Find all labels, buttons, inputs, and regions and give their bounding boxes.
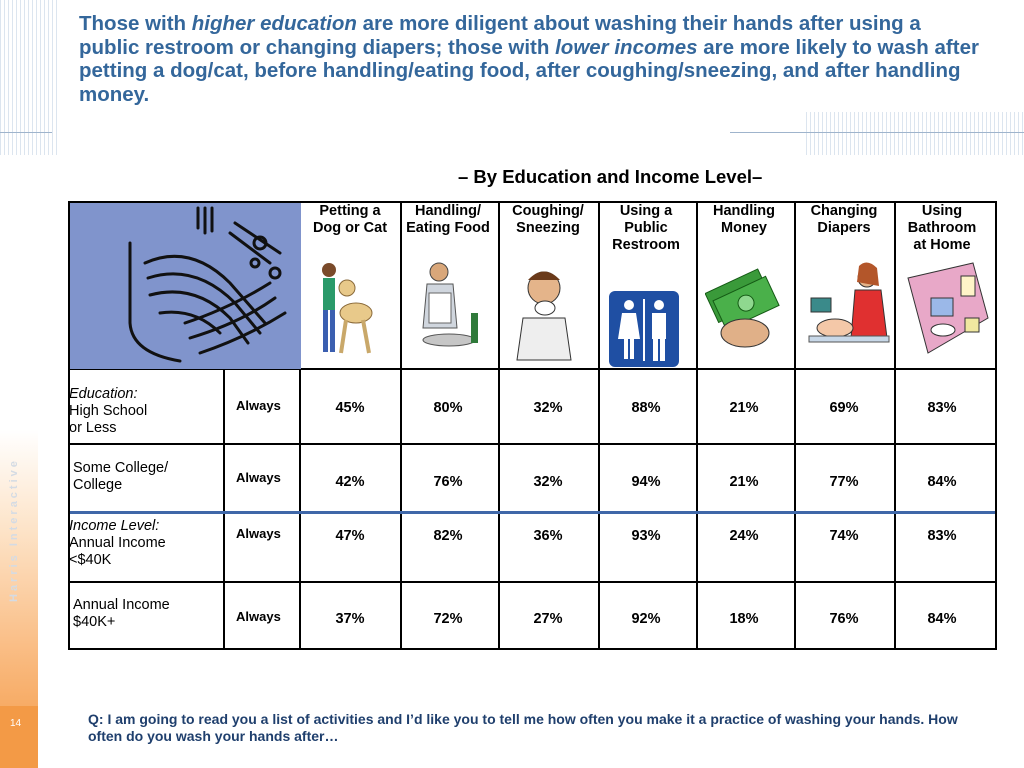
table-subtitle: – By Education and Income Level– bbox=[458, 166, 763, 187]
column-header-line: Handling/ bbox=[414, 203, 482, 219]
value-cell: 24% bbox=[729, 528, 759, 544]
value-cell: 84% bbox=[927, 474, 957, 490]
row-label-line: Annual Income bbox=[69, 535, 166, 551]
bathroom-icon bbox=[903, 258, 993, 368]
column-header-line: Using bbox=[921, 203, 963, 219]
row-label-line: $40K+ bbox=[73, 614, 116, 630]
row-label bbox=[73, 460, 168, 494]
column-header-line: Diapers bbox=[817, 220, 871, 236]
column-header-line: Handling bbox=[712, 203, 776, 219]
frequency-label: Always bbox=[236, 470, 281, 485]
row-label-line: Some College/ bbox=[73, 460, 169, 476]
survey-question: Q: I am going to read you a list of activities and I’d like you to tell me how often you make it a practice of washing your hands. How often do you wash your hands after… bbox=[88, 711, 958, 744]
title-emphasis: lower incomes bbox=[555, 35, 698, 59]
column-header bbox=[499, 203, 597, 237]
column-header bbox=[301, 203, 399, 237]
section-label: Education: bbox=[69, 386, 138, 402]
title-part: are more diligent about washing their hands after using a public restroom or changing diapers; those with bbox=[79, 12, 921, 59]
value-cell: 76% bbox=[433, 474, 463, 490]
value-cell: 21% bbox=[729, 400, 759, 416]
value-cell: 84% bbox=[927, 611, 957, 627]
row-label bbox=[73, 597, 170, 631]
value-cell: 94% bbox=[631, 474, 661, 490]
value-cell: 72% bbox=[433, 611, 463, 627]
value-cell: 74% bbox=[829, 528, 859, 544]
column-header bbox=[399, 203, 497, 237]
value-cell: 18% bbox=[729, 611, 759, 627]
value-cell: 83% bbox=[927, 400, 957, 416]
slide-title bbox=[79, 12, 979, 106]
column-header-line: Eating Food bbox=[406, 220, 490, 236]
frequency-label: Always bbox=[236, 526, 281, 541]
sidebar-brand: Harris Interactive bbox=[8, 458, 20, 602]
title-emphasis: higher education bbox=[191, 12, 357, 35]
row-label bbox=[69, 386, 147, 437]
column-header-line: Public bbox=[624, 220, 668, 236]
value-cell: 76% bbox=[829, 611, 859, 627]
hand-washing-illustration bbox=[70, 203, 301, 369]
column-header-line: Sneezing bbox=[516, 220, 580, 236]
column-header-line: Using a bbox=[619, 203, 673, 219]
column-header-line: Coughing/ bbox=[512, 203, 584, 219]
row-label-line: <$40K bbox=[69, 552, 112, 568]
money-hand-icon bbox=[705, 258, 785, 368]
section-label: Income Level: bbox=[69, 518, 160, 534]
frequency-label: Always bbox=[236, 398, 281, 413]
column-header bbox=[597, 203, 695, 254]
value-cell: 32% bbox=[533, 474, 563, 490]
value-cell: 27% bbox=[533, 611, 563, 627]
value-cell: 82% bbox=[433, 528, 463, 544]
value-cell: 21% bbox=[729, 474, 759, 490]
column-header-line: Money bbox=[721, 220, 767, 236]
column-header-line: at Home bbox=[913, 237, 971, 253]
column-header-line: Bathroom bbox=[907, 220, 977, 236]
value-cell: 47% bbox=[335, 528, 365, 544]
table-divider bbox=[223, 369, 225, 648]
value-cell: 36% bbox=[533, 528, 563, 544]
table-divider bbox=[70, 443, 995, 445]
value-cell: 69% bbox=[829, 400, 859, 416]
value-cell: 32% bbox=[533, 400, 563, 416]
page-number: 14 bbox=[10, 718, 22, 729]
column-header bbox=[795, 203, 893, 237]
page-number-box bbox=[0, 706, 38, 768]
header-rule-right bbox=[730, 132, 1024, 133]
column-header bbox=[893, 203, 991, 254]
value-cell: 45% bbox=[335, 400, 365, 416]
title-part: are more likely to wash after petting a dog/cat, before handling/eating food, after coughing/sneezing, and after handling money. bbox=[79, 35, 979, 106]
row-label-line: Annual Income bbox=[73, 597, 170, 613]
frequency-label: Always bbox=[236, 609, 281, 624]
diaper-change-icon bbox=[805, 258, 895, 368]
value-cell: 80% bbox=[433, 400, 463, 416]
row-label bbox=[69, 518, 166, 569]
value-cell: 37% bbox=[335, 611, 365, 627]
decorative-stripes-right bbox=[806, 112, 1024, 155]
value-cell: 92% bbox=[631, 611, 661, 627]
row-label-line: College bbox=[73, 477, 123, 493]
column-header-line: Changing bbox=[810, 203, 878, 219]
row-label-line: High School bbox=[69, 403, 148, 419]
restroom-sign-icon bbox=[607, 289, 681, 399]
table-divider bbox=[70, 581, 995, 583]
row-label-line: or Less bbox=[69, 420, 117, 436]
value-cell: 83% bbox=[927, 528, 957, 544]
dog-petting-icon bbox=[311, 258, 381, 368]
column-header-line: Petting a bbox=[319, 203, 381, 219]
column-header bbox=[695, 203, 793, 237]
sneezing-man-icon bbox=[509, 258, 579, 368]
section-divider bbox=[70, 511, 995, 514]
column-header-line: Dog or Cat bbox=[312, 220, 388, 236]
value-cell: 77% bbox=[829, 474, 859, 490]
title-part: Those with bbox=[79, 12, 192, 35]
value-cell: 42% bbox=[335, 474, 365, 490]
value-cell: 88% bbox=[631, 400, 661, 416]
header-rule-left bbox=[0, 132, 52, 133]
value-cell: 93% bbox=[631, 528, 661, 544]
column-header-line: Restroom bbox=[612, 237, 680, 253]
cook-icon bbox=[409, 258, 489, 368]
